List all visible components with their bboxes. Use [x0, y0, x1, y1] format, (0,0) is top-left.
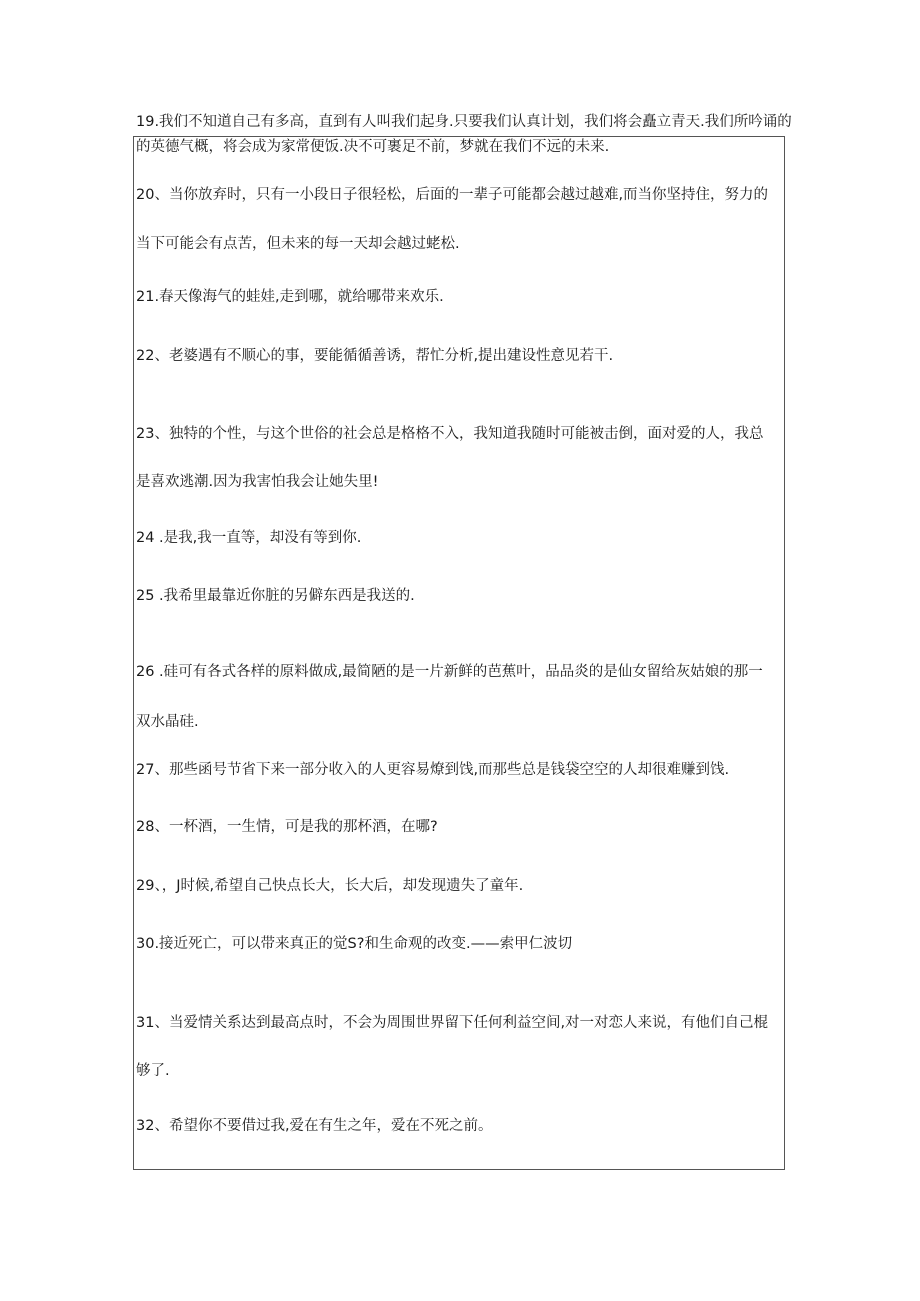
paragraph-29: 29、，J时候,希望自己快点长大，长大后，却发现遗失了童年.: [136, 878, 524, 894]
paragraph-32: 32、希望你不要借过我,爱在有生之年，爱在不死之前。: [136, 1118, 493, 1134]
paragraph-21: 21.春天像海气的蛙娃,走到哪，就给哪带来欢乐.: [136, 289, 444, 305]
paragraph-30: 30.接近死亡，可以带来真正的觉S?和生命观的改变.——索甲仁波切: [136, 936, 573, 952]
paragraph-19-line-2: 的英德气概，将会成为家常便饭.决不可裹足不前，梦就在我们不远的未来.: [136, 139, 610, 155]
paragraph-28: 28、一杯酒，一生情，可是我的那杯酒，在哪?: [136, 819, 438, 835]
paragraph-23-line-1: 23、独特的个性，与这个世俗的社会总是格格不入，我知道我随时可能被击倒，面对爱的人，我总: [136, 426, 764, 442]
paragraph-31-line-2: 够了.: [136, 1063, 170, 1079]
paragraph-26-line-2: 双水晶硅.: [136, 714, 199, 730]
paragraph-19-line-1: 19.我们不知道自己有多高，直到有人叫我们起身.只要我们认真计划，我们将会矗立青天.我们所吟诵的: [136, 114, 792, 130]
paragraph-25: 25 .我希里最靠近你脏的另僻东西是我送的.: [136, 588, 415, 604]
paragraph-27: 27、那些函号节省下来一部分收入的人更容易燎到饯,而那些总是钱袋空空的人却很难赚到饯.: [136, 762, 730, 778]
paragraph-22: 22、老婆遇有不顺心的事，要能循循善诱，帮忙分析,提出建设性意见若干.: [136, 348, 614, 364]
paragraph-24: 24 .是我,我一直等，却没有等到你.: [136, 530, 362, 546]
paragraph-20-line-1: 20、当你放弃时，只有一小段日子很轻松，后面的一辈子可能都会越过越难,而当你坚持住，努力的: [136, 187, 769, 203]
paragraph-31-line-1: 31、当爱情关系达到最高点时，不会为周围世界留下任何利益空间,对一对恋人来说，有他们自己棍: [136, 1015, 769, 1031]
paragraph-23-line-2: 是喜欢逃潮.因为我害怕我会让她失里!: [136, 474, 379, 490]
paragraph-20-line-2: 当下可能会有点苦，但未来的每一天却会越过蛯松.: [136, 236, 460, 252]
paragraph-26-line-1: 26 .硅可有各式各样的原料做成,最简陋的是一片新鲜的芭蕉叶，品品炎的是仙女留给灰姑娘的那一: [136, 664, 763, 680]
